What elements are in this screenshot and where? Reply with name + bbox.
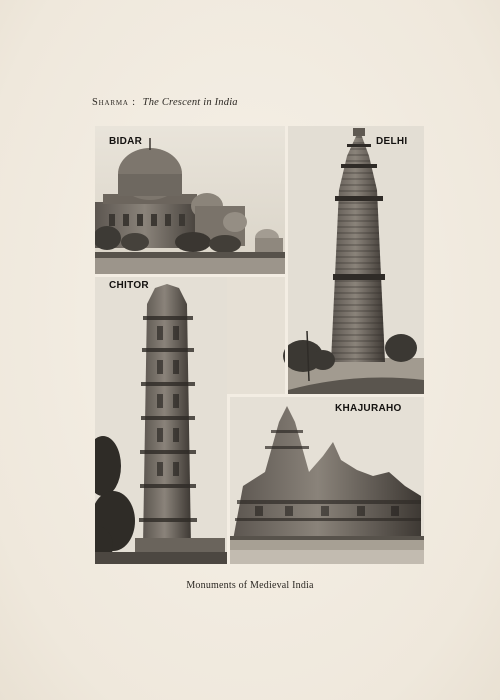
label-chitor: CHITOR <box>109 280 149 291</box>
label-bidar: BIDAR <box>109 136 143 147</box>
chitor-photo <box>95 277 227 564</box>
bidar-photo <box>95 126 285 274</box>
label-khajuraho: KHAJURAHO <box>335 403 402 414</box>
running-header <box>92 97 238 108</box>
header-title: The Crescent in India <box>142 97 238 108</box>
khajuraho-photo <box>227 397 424 564</box>
plate-caption: Monuments of Medieval India <box>186 580 314 591</box>
label-delhi: DELHI <box>376 136 408 147</box>
photo-plate <box>95 126 424 564</box>
header-author: Sharma : <box>92 97 136 108</box>
plate-photographs <box>95 126 424 564</box>
delhi-photo <box>283 126 424 394</box>
